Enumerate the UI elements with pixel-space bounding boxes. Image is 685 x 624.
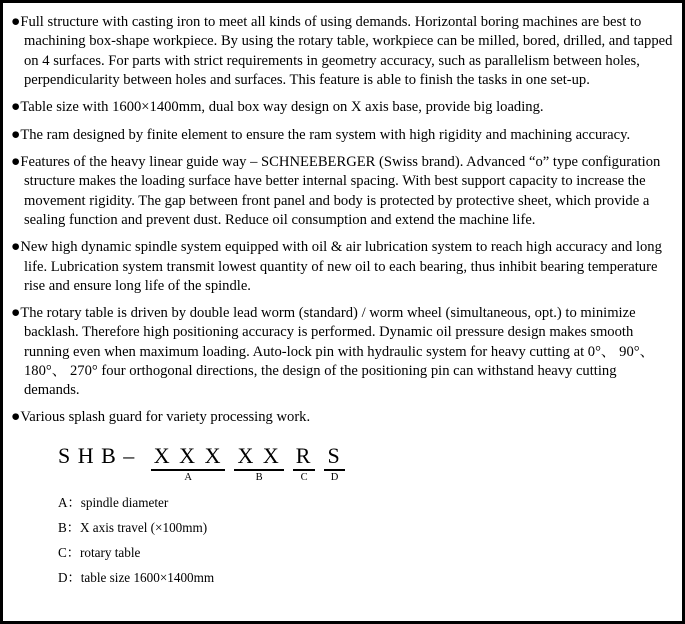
feature-item — [11, 12, 674, 90]
model-code-label: A — [184, 472, 192, 484]
legend-item — [58, 570, 674, 585]
model-code-group-c — [293, 443, 316, 484]
legend-separator: ： — [66, 544, 80, 560]
legend-item — [58, 520, 674, 535]
model-code-group-b — [234, 443, 283, 484]
feature-item — [11, 303, 674, 400]
legend-separator: ： — [67, 494, 81, 510]
model-code-formula — [58, 443, 674, 484]
bullet-icon: ● — [11, 125, 21, 143]
legend-text: spindle diameter — [80, 494, 169, 510]
feature-text: Various splash guard for variety processing work. — [20, 409, 311, 426]
feature-text: New high dynamic spindle system equipped with oil & air lubrication system to reach high accuracy and long life. Lubrication system transmit lowest quantity of new oil to each bearing, thus inhibit bearing temperature rise and ensure long life of the spindle. — [20, 239, 662, 294]
legend-item — [58, 495, 674, 510]
model-code-prefix: S H B – — [58, 442, 142, 468]
model-code-label: B — [255, 472, 263, 484]
feature-item — [11, 125, 674, 145]
model-code-group-a — [151, 443, 226, 484]
feature-list — [11, 12, 674, 428]
model-code-group-d — [324, 443, 344, 484]
feature-item — [11, 407, 674, 427]
legend-item — [58, 545, 674, 560]
model-code-letters: R — [293, 443, 316, 471]
legend-text: rotary table — [79, 544, 141, 560]
model-code-letters: S — [324, 443, 344, 471]
legend-text: X axis travel (×100mm) — [79, 519, 208, 535]
bullet-icon: ● — [11, 13, 21, 30]
feature-item — [11, 237, 674, 296]
model-code-letters: X X — [234, 443, 283, 471]
bullet-icon: ● — [11, 304, 21, 322]
legend-key: C — [58, 544, 67, 560]
legend-separator: ： — [67, 569, 81, 585]
feature-text: The ram designed by finite element to ensure the ram system with high rigidity and machining accuracy. — [20, 126, 631, 143]
feature-text: The rotary table is driven by double lead worm (standard) / worm wheel (simultaneous, opt.) to minimize backlash. Therefore high positioning accuracy is performed. Dynamic oil pressure design makes smooth running even when maximum loading. Auto-lock pin with hydraulic system for heavy cutting at 0°、 90°、 180°、 270° four orthogonal directions, the design of the positioning pin can withstand heavy cutting demands. — [20, 305, 655, 399]
legend-key: A — [58, 494, 68, 510]
model-code-legend — [58, 495, 674, 585]
legend-key: D — [58, 569, 68, 585]
legend-text: table size 1600×1400mm — [80, 569, 215, 585]
feature-text: Full structure with casting iron to meet all kinds of using demands. Horizontal boring machines are best to machining box-shape workpiece. By using the rotary table, workpiece can be milled, bored, drilled, and tapped on 4 surfaces. For parts with strict requirements in geometry accuracy, such as parallelism between holes, perpendicularity between holes and surfaces. This feature is able to finish the tasks in one set-up. — [20, 14, 673, 88]
model-code-label: D — [330, 472, 339, 484]
feature-item — [11, 97, 674, 117]
model-code-letters: X X X — [151, 443, 226, 471]
bullet-icon: ● — [11, 408, 21, 426]
bullet-icon: ● — [11, 98, 21, 116]
legend-separator: ： — [66, 519, 80, 535]
feature-text: Table size with 1600×1400mm, dual box way design on X axis base, provide big loading. — [20, 99, 544, 116]
legend-key: B — [58, 519, 67, 535]
bullet-icon: ● — [11, 238, 21, 256]
feature-text: Features of the heavy linear guide way – SCHNEEBERGER (Swiss brand). Advanced “o” type configuration structure makes the loading surface have better internal spacing. With best support capacity to increase the movement rigidity. The gap between front panel and body is protected by protective sheet, which provide a sealing function and prevent dust. Reduce oil consumption and extend the machine life. — [20, 153, 661, 228]
feature-item — [11, 152, 674, 230]
model-code-label: C — [300, 472, 308, 484]
bullet-icon: ● — [11, 152, 21, 170]
